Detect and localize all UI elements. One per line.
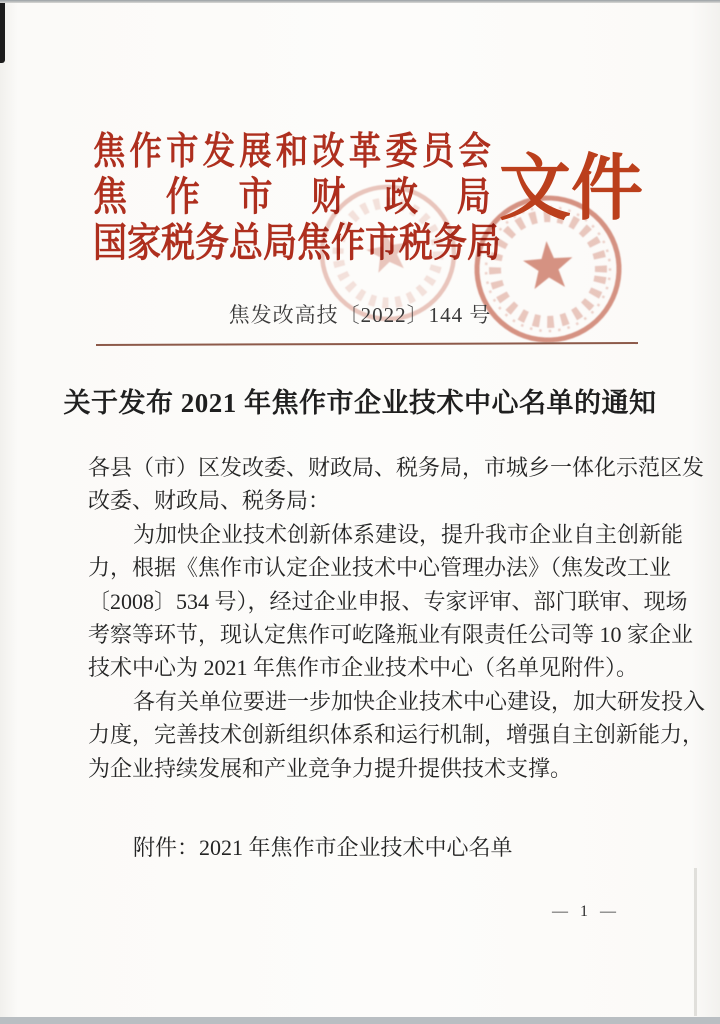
body-line: 为企业持续发展和产业竞争力提升提供技术支撑。 (88, 755, 573, 781)
doc-number: 焦发改高技〔2022〕144 号 (228, 303, 492, 327)
issuer-line-1: 焦作市发展和改革委员会 (93, 131, 491, 173)
body-line: 为加快企业技术创新体系建设，提升我市企业自主创新能 (133, 521, 684, 547)
body-line: 各有关单位要进一步加快企业技术中心建设，加大研发投入 (133, 688, 706, 714)
notice-body (88, 451, 706, 785)
seal-star-icon (522, 239, 575, 289)
scan-left-edge-mark (0, 3, 5, 63)
issuer-line-2: 焦作市财政局 (93, 174, 491, 219)
seal-star-icon (364, 228, 412, 274)
body-line: 改委、财政局、税务局： (88, 488, 331, 514)
scan-top-edge (0, 0, 720, 3)
body-line: 考察等环节，现认定焦作可屹隆瓶业有限责任公司等 10 家企业 (88, 621, 694, 647)
issuer-line-3: 国家税务总局焦作市税务局 (93, 220, 501, 265)
page-number: — 1 — (552, 903, 620, 920)
body-line: 力度，完善技术创新组织体系和运行机制，增强自主创新能力， (88, 722, 705, 748)
scan-bottom-edge (0, 1017, 720, 1024)
body-line: 力，根据《焦作市认定企业技术中心管理办法》（焦发改工业 (88, 555, 672, 581)
notice-title: 关于发布 2021 年焦作市企业技术中心名单的通知 (63, 388, 657, 418)
body-line: 各县（市）区发改委、财政局、税务局，市城乡一体化示范区发 (88, 455, 705, 480)
scan-right-crease (694, 868, 697, 1016)
attachment-line: 附件：2021 年焦作市企业技术中心名单 (133, 835, 513, 860)
body-line: 〔2008〕534 号），经过企业申报、专家评审、部门联审、现场 (88, 588, 688, 614)
doc-type-label: 文件 (499, 149, 644, 229)
body-line: 技术中心为 2021 年焦作市企业技术中心（名单见附件）。 (88, 655, 639, 681)
